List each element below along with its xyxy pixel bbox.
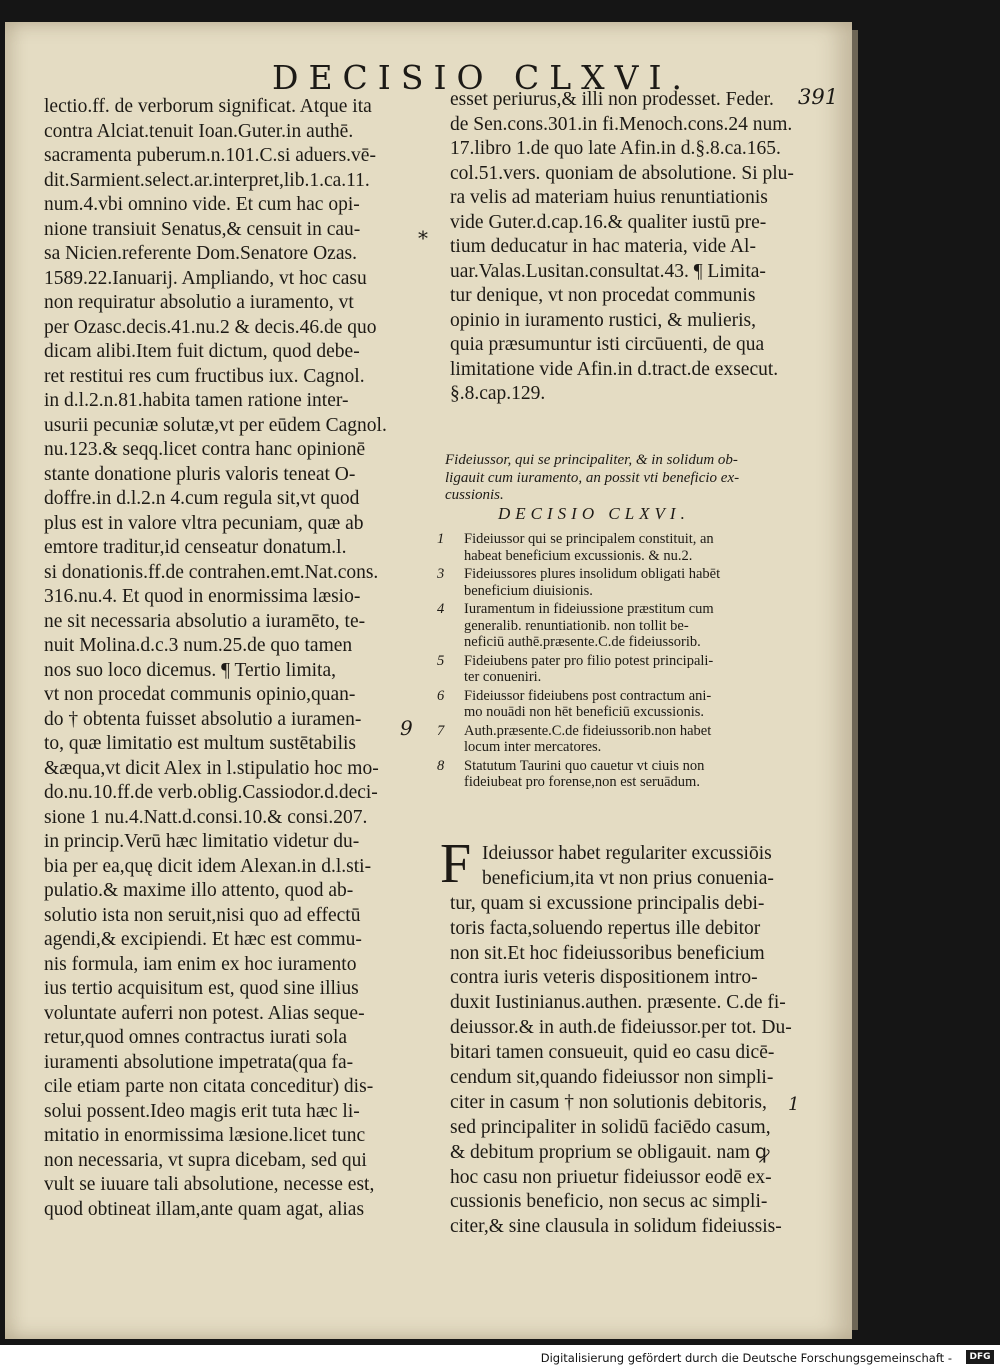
index-item-line: locum inter mercatores. [464, 739, 602, 755]
index-item-number: 1 [437, 531, 445, 547]
index-item-line: Fideiussor qui se principalem constituit, an [464, 531, 714, 547]
text-line: toris facta,soluendo repertus ille debitor [450, 917, 761, 939]
text-line: tium deducatur in hac materia, vide Al- [450, 236, 756, 257]
text-line: 316.nu.4. Et quod in enormissima læsio- [44, 586, 361, 607]
text-line: cussionis beneficio, non secus ac simpli- [450, 1191, 768, 1213]
text-line: beneficium,ita vt non prius conuenia- [482, 867, 774, 889]
margin-number-9: 9 [400, 716, 413, 740]
text-line: non necessaria, vt supra dicebam, sed qui [44, 1149, 367, 1171]
drop-cap: F [440, 833, 472, 895]
text-line: stante donatione pluris valoris teneat O- [44, 463, 356, 485]
text-line: nu.123.& seqq.licet contra hanc opinionē [44, 439, 366, 460]
text-line: 1589.22.Ianuarij. Ampliando, vt hoc casu [44, 267, 367, 289]
text-line: do † obtenta fuisset absolutio a iuramen- [44, 708, 362, 730]
index-item-line: fideiubeat pro forense,non est seruādum. [464, 774, 700, 790]
index-item-line: beneficium diuisionis. [464, 582, 593, 599]
text-line: nione transiuit Senatus,& censuit in cau- [44, 218, 361, 240]
index-item-line: generalib. renuntiationib. non tollit be- [464, 617, 689, 634]
text-line: tur denique, vt non procedat communis [450, 285, 756, 306]
index-item-line: Statutum Taurini quo cauetur vt ciuis non [464, 757, 705, 774]
text-line: to, quæ limitatio est multum sustētabilis [44, 733, 356, 754]
text-line: pulatio.& maxime illo attento, quod ab- [44, 880, 354, 901]
text-line: Ideiussor habet regulariter excussiōis [482, 843, 772, 864]
text-line: ne sit necessaria absolutio a iuramēto, te- [44, 610, 366, 632]
text-line: 17.libro 1.de quo late Afin.in d.§.8.ca.165. [450, 138, 781, 159]
text-line: cile etiam parte non citata conceditur) dis- [44, 1076, 374, 1097]
text-line: ius tertio acquisitum est, quod sine illius [44, 978, 359, 999]
text-line: opinio in iuramento rustici, & mulieris, [450, 309, 757, 331]
text-line: duxit Iustinianus.authen. præsente. C.de fi- [450, 992, 786, 1014]
text-line: deiussor.& in auth.de fideiussor.per tot. Du- [450, 1017, 792, 1039]
text-line: iuramenti absolutione impetrata(qua fa- [44, 1051, 354, 1073]
index-item-number: 4 [437, 601, 445, 617]
index-item-line: ter conueniri. [464, 669, 542, 685]
text-line: retur,quod omnes contractus iurati sola [44, 1027, 348, 1048]
text-line: vt non procedat communis opinio,quan- [44, 684, 356, 705]
right-column-top [450, 88, 825, 407]
index-item-line: habeat beneficium excussionis. & nu.2. [464, 547, 693, 564]
text-line: & debitum proprium se obligauit. nam ꝙ [450, 1141, 770, 1163]
index-item [437, 758, 807, 791]
text-line: quia præsumuntur isti circūuenti, de qua [450, 334, 765, 355]
index-item-line: Auth.præsente.C.de fideiussorib.non habet [464, 722, 712, 739]
text-line: solutio ista non seruit,nisi quo ad effectū [44, 904, 361, 926]
text-line: usurii pecuniæ solutæ,vt per eūdem Cagnol. [44, 414, 387, 436]
index-item [437, 601, 807, 651]
text-line: si donationis.ff.de contrahen.emt.Nat.cons. [44, 561, 379, 583]
text-line: de Sen.cons.301.in fi.Menoch.cons.24 num. [450, 113, 793, 135]
index-item-number: 5 [437, 652, 445, 669]
text-line: nos suo loco dicemus. ¶ Tertio limita, [44, 659, 336, 681]
footer-credit: Digitalisierung gefördert durch die Deutsche Forschungsgemeinschaft - [540, 1351, 952, 1365]
dfg-logo: DFG [966, 1350, 994, 1364]
running-title: DECISIO CLXVI. [272, 58, 693, 97]
text-line: limitatione vide Afin.in d.tract.de exsecut. [450, 358, 779, 380]
left-column [44, 95, 424, 1222]
text-line: &æqua,vt dicit Alex in l.stipulatio hoc mo- [44, 757, 379, 779]
text-line: citer,& sine clausula in solidum fideiussis- [450, 1216, 782, 1238]
decision-index [437, 531, 807, 793]
page-number: 391 [798, 85, 839, 109]
index-item-line: mo nouādi non hēt beneficiū excussionis. [464, 704, 705, 720]
index-item [437, 688, 807, 721]
index-item-number: 7 [437, 722, 445, 739]
text-line: §.8.cap.129. [450, 383, 546, 404]
text-line: contra iuris veteris dispositionem intro- [450, 967, 758, 989]
text-line: vide Guter.d.cap.16.& qualiter iustū pre- [450, 211, 767, 233]
text-line: bitari tamen consueuit, quid eo casu dicē- [450, 1042, 775, 1064]
text-line: citer in casum † non solutionis debitoris, [450, 1091, 767, 1113]
index-item-number: 8 [437, 757, 445, 774]
text-line: hoc casu non priuetur fideiussor eodē ex- [450, 1166, 772, 1188]
summary-line: ligauit cum iuramento, an possit vti beneficio ex- [445, 469, 740, 486]
text-line: agendi,& excipiendi. Et hæc est commu- [44, 929, 362, 950]
text-line: non requiratur absolutio a iuramento, vt [44, 292, 354, 313]
text-line: in d.l.2.n.81.habita tamen ratione inter- [44, 390, 349, 411]
text-line: esset periurus,& illi non prodesset. Feder. [450, 89, 774, 110]
text-line: in princip.Verū hæc limitatio videtur du- [44, 831, 360, 852]
index-item-line: Fideiubens pater pro filio potest principali- [464, 652, 714, 669]
margin-asterisk: * [418, 226, 428, 250]
text-line: voluntate auferri non potest. Alias seque- [44, 1002, 365, 1024]
text-line: uar.Valas.Lusitan.consultat.43. ¶ Limita- [450, 260, 766, 282]
text-line: emtore traditur,id censeatur donatum.l. [44, 537, 347, 558]
index-item-line: Fideiussor fideiubens post contractum ani- [464, 687, 712, 704]
text-line: ra velis ad materiam huius renuntiationis [450, 187, 768, 208]
text-line: solui possent.Ideo magis erit tuta hæc li- [44, 1100, 360, 1122]
text-line: doffre.in d.l.2.n 4.cum regula sit,vt quod [44, 488, 360, 509]
text-line: lectio.ff. de verborum significat. Atque ita [44, 96, 372, 117]
text-line: col.51.vers. quoniam de absolutione. Si plu- [450, 162, 794, 184]
text-line: num.4.vbi omnino vide. Et cum hac opi- [44, 194, 360, 215]
index-item-number: 3 [437, 566, 445, 582]
summary-line: cussionis. [445, 487, 504, 503]
index-item-line: neficiū authē.præsente.C.de fideiussorib. [464, 634, 701, 650]
index-item [437, 653, 807, 686]
text-line: dit.Sarmient.select.ar.interpret,lib.1.ca.11. [44, 169, 370, 191]
text-line: tur, quam si excussione principalis debi- [450, 892, 765, 914]
text-line: nis formula, iam enim ex hoc iuramento [44, 953, 357, 975]
text-line: do.nu.10.ff.de verb.oblig.Cassiodor.d.deci- [44, 782, 378, 803]
text-line: per Ozasc.decis.41.nu.2 & decis.46.de quo [44, 316, 377, 338]
decision-title: DECISIO CLXVI. [498, 504, 690, 523]
index-item-line: Iuramentum in fideiussione præstitum cum [464, 601, 714, 617]
text-line: bia per ea,quę dicit idem Alexan.in d.l.sti- [44, 855, 372, 877]
text-line: mitatio in enormissima læsione.licet tunc [44, 1125, 366, 1146]
text-line: vult se iuuare tali absolutione, necesse est, [44, 1174, 375, 1195]
text-line: quod obtineat illam,ante quam agat, alias [44, 1198, 365, 1220]
index-item-line: Fideiussores plures insolidum obligati habēt [464, 566, 721, 582]
text-line: cendum sit,quando fideiussor non simpli- [450, 1067, 774, 1089]
index-item [437, 723, 807, 756]
text-line: nuit Molina.d.c.3 num.25.de quo tamen [44, 635, 353, 656]
index-item [437, 531, 807, 564]
summary-line: Fideiussor, qui se principaliter, & in solidum ob- [445, 452, 738, 468]
page-edge [852, 30, 858, 1330]
index-item [437, 566, 807, 599]
text-line: plus est in valore vltra pecuniam, quæ ab [44, 512, 364, 534]
text-line: ret restitui res cum fructibus iux. Cagnol. [44, 365, 365, 387]
text-line: sa Nicien.referente Dom.Senatore Ozas. [44, 243, 357, 264]
right-column-body [450, 842, 825, 1240]
text-line: sacramenta puberum.n.101.C.si aduers.vē- [44, 145, 376, 166]
text-line: non sit.Et hoc fideiussoribus beneficium [450, 942, 765, 964]
text-line: contra Alciat.tenuit Ioan.Guter.in authē. [44, 120, 354, 142]
text-line: dicam alibi.Item fuit dictum, quod debe- [44, 341, 360, 362]
decision-summary [445, 452, 815, 505]
margin-number-1: 1 [788, 1094, 800, 1115]
text-line: sione 1 nu.4.Natt.d.consi.10.& consi.207. [44, 806, 368, 828]
text-line: sed principaliter in solidū faciēdo casum, [450, 1116, 771, 1138]
index-item-number: 6 [437, 687, 445, 704]
